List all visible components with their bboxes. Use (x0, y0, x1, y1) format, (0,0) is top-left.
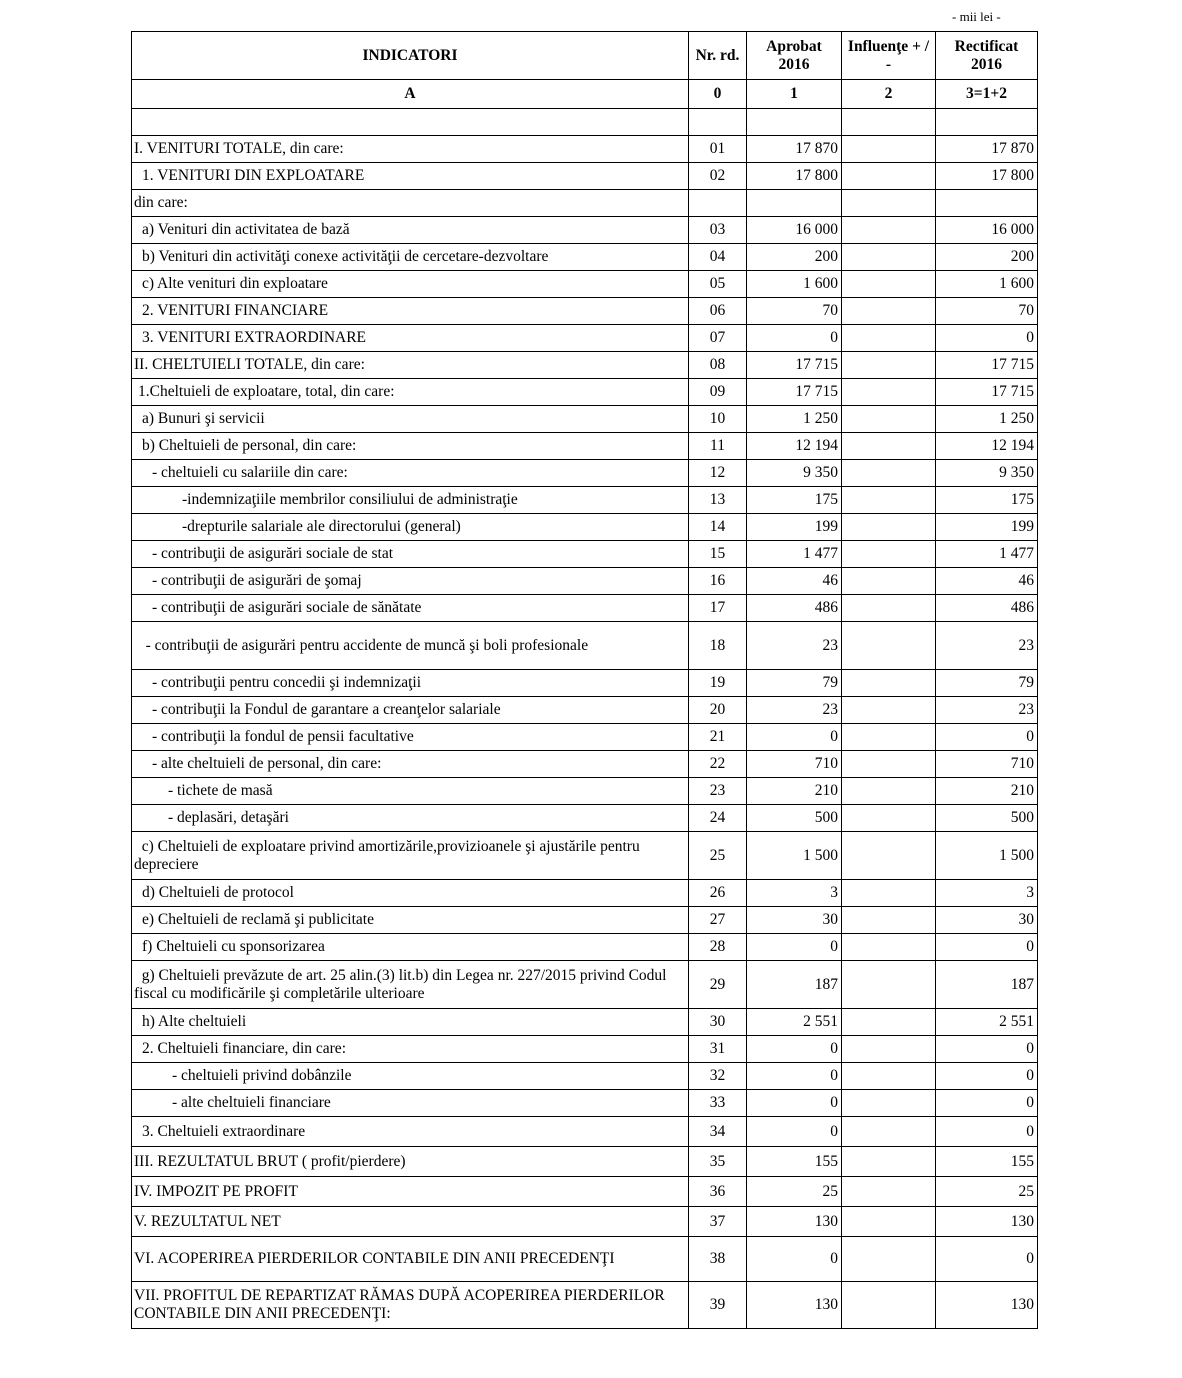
rectified-cell: 1 477 (936, 541, 1038, 568)
approved-cell: 17 715 (747, 379, 842, 406)
approved-cell: 155 (747, 1147, 842, 1177)
table-row (132, 805, 1038, 832)
row-number-cell: 08 (689, 352, 747, 379)
approved-cell: 12 194 (747, 433, 842, 460)
row-number-cell: 07 (689, 325, 747, 352)
row-number-cell: 12 (689, 460, 747, 487)
influence-cell (842, 805, 936, 832)
approved-cell: 200 (747, 244, 842, 271)
row-number-cell: 29 (689, 961, 747, 1009)
unit-label: - mii lei - (952, 9, 1001, 24)
indicator-cell: 2. VENITURI FINANCIARE (132, 298, 689, 325)
approved-cell: 30 (747, 907, 842, 934)
row-number-cell: 38 (689, 1237, 747, 1282)
rectified-cell: 0 (936, 934, 1038, 961)
indicator-cell: V. REZULTATUL NET (132, 1207, 689, 1237)
rectified-cell: 200 (936, 244, 1038, 271)
rectified-cell: 23 (936, 622, 1038, 670)
header-influence: Influenţe + / - (842, 32, 936, 80)
approved-cell (747, 190, 842, 217)
influence-cell (842, 325, 936, 352)
influence-cell (842, 1090, 936, 1117)
row-number-cell: 16 (689, 568, 747, 595)
rectified-cell: 710 (936, 751, 1038, 778)
row-number-cell (689, 190, 747, 217)
rectified-cell: 17 800 (936, 163, 1038, 190)
approved-cell: 210 (747, 778, 842, 805)
approved-cell: 130 (747, 1282, 842, 1329)
table-row (132, 724, 1038, 751)
indicator-cell: 3. VENITURI EXTRAORDINARE (132, 325, 689, 352)
influence-cell (842, 934, 936, 961)
influence-cell (842, 460, 936, 487)
table-row (132, 514, 1038, 541)
header-indicators: INDICATORI (132, 32, 689, 80)
approved-cell: 16 000 (747, 217, 842, 244)
index-3: 3=1+2 (936, 80, 1038, 109)
row-number-cell (689, 109, 747, 136)
rectified-cell: 130 (936, 1282, 1038, 1329)
table-row (132, 1177, 1038, 1207)
index-1: 1 (747, 80, 842, 109)
influence-cell (842, 724, 936, 751)
table-row (132, 1090, 1038, 1117)
indicator-cell: - deplasări, detaşări (132, 805, 689, 832)
table-row (132, 217, 1038, 244)
row-number-cell: 23 (689, 778, 747, 805)
influence-cell (842, 622, 936, 670)
table-row (132, 568, 1038, 595)
rectified-cell: 17 715 (936, 352, 1038, 379)
indicator-cell: - tichete de masă (132, 778, 689, 805)
approved-cell: 0 (747, 1036, 842, 1063)
rectified-cell: 0 (936, 1090, 1038, 1117)
table-row (132, 832, 1038, 880)
indicator-cell: din care: (132, 190, 689, 217)
approved-cell: 486 (747, 595, 842, 622)
rectified-cell: 17 715 (936, 379, 1038, 406)
table-row (132, 1147, 1038, 1177)
approved-cell: 199 (747, 514, 842, 541)
rectified-cell: 30 (936, 907, 1038, 934)
approved-cell: 1 477 (747, 541, 842, 568)
table-row (132, 1207, 1038, 1237)
rectified-cell: 199 (936, 514, 1038, 541)
row-number-cell: 24 (689, 805, 747, 832)
rectified-cell: 1 250 (936, 406, 1038, 433)
approved-cell: 130 (747, 1207, 842, 1237)
approved-cell: 0 (747, 1090, 842, 1117)
influence-cell (842, 271, 936, 298)
influence-cell (842, 433, 936, 460)
table-row (132, 271, 1038, 298)
indicator-cell: - contribuţii de asigurări pentru accidente de muncă şi boli profesionale (132, 622, 689, 670)
rectified-cell: 175 (936, 487, 1038, 514)
approved-cell: 25 (747, 1177, 842, 1207)
influence-cell (842, 541, 936, 568)
table-row (132, 622, 1038, 670)
influence-cell (842, 1177, 936, 1207)
indicator-cell: - cheltuieli cu salariile din care: (132, 460, 689, 487)
table-row (132, 190, 1038, 217)
indicator-cell: - contribuţii de asigurări sociale de sănătate (132, 595, 689, 622)
approved-cell: 9 350 (747, 460, 842, 487)
indicator-cell: VII. PROFITUL DE REPARTIZAT RĂMAS DUPĂ ACOPERIREA PIERDERILOR CONTABILE DIN ANII PRECEDENŢI: (132, 1282, 689, 1329)
influence-cell (842, 568, 936, 595)
influence-cell (842, 514, 936, 541)
influence-cell (842, 190, 936, 217)
table-row (132, 1063, 1038, 1090)
rectified-cell: 16 000 (936, 217, 1038, 244)
budget-table (131, 31, 1038, 1329)
influence-cell (842, 907, 936, 934)
approved-cell: 17 800 (747, 163, 842, 190)
approved-cell: 1 600 (747, 271, 842, 298)
approved-cell: 0 (747, 1063, 842, 1090)
index-0: 0 (689, 80, 747, 109)
indicator-cell: - contribuţii de asigurări sociale de stat (132, 541, 689, 568)
approved-cell: 1 250 (747, 406, 842, 433)
index-a: A (132, 80, 689, 109)
row-number-cell: 39 (689, 1282, 747, 1329)
influence-cell (842, 136, 936, 163)
indicator-cell: 2. Cheltuieli financiare, din care: (132, 1036, 689, 1063)
approved-cell: 17 870 (747, 136, 842, 163)
rectified-cell: 70 (936, 298, 1038, 325)
table-row (132, 163, 1038, 190)
approved-cell: 0 (747, 1117, 842, 1147)
row-number-cell: 30 (689, 1009, 747, 1036)
approved-cell: 710 (747, 751, 842, 778)
row-number-cell: 32 (689, 1063, 747, 1090)
approved-cell: 0 (747, 325, 842, 352)
indicator-cell: -drepturile salariale ale directorului (general) (132, 514, 689, 541)
approved-cell: 187 (747, 961, 842, 1009)
rectified-cell: 0 (936, 724, 1038, 751)
rectified-cell: 0 (936, 1237, 1038, 1282)
approved-cell: 175 (747, 487, 842, 514)
rectified-cell: 155 (936, 1147, 1038, 1177)
indicator-cell: 3. Cheltuieli extraordinare (132, 1117, 689, 1147)
approved-cell: 70 (747, 298, 842, 325)
rectified-cell (936, 190, 1038, 217)
influence-cell (842, 832, 936, 880)
influence-cell (842, 778, 936, 805)
influence-cell (842, 961, 936, 1009)
approved-cell: 23 (747, 697, 842, 724)
rectified-cell: 210 (936, 778, 1038, 805)
influence-cell (842, 352, 936, 379)
approved-cell: 17 715 (747, 352, 842, 379)
row-number-cell: 31 (689, 1036, 747, 1063)
rectified-cell: 17 870 (936, 136, 1038, 163)
index-2: 2 (842, 80, 936, 109)
rectified-cell (936, 109, 1038, 136)
table-row (132, 934, 1038, 961)
table-row (132, 778, 1038, 805)
influence-cell (842, 217, 936, 244)
indicator-cell: c) Alte venituri din exploatare (132, 271, 689, 298)
row-number-cell: 10 (689, 406, 747, 433)
approved-cell: 1 500 (747, 832, 842, 880)
indicator-cell: f) Cheltuieli cu sponsorizarea (132, 934, 689, 961)
header-row-number: Nr. rd. (689, 32, 747, 80)
influence-cell (842, 1282, 936, 1329)
rectified-cell: 9 350 (936, 460, 1038, 487)
indicator-cell: - contribuţii la fondul de pensii facultative (132, 724, 689, 751)
rectified-cell: 486 (936, 595, 1038, 622)
influence-cell (842, 1009, 936, 1036)
table-row (132, 1117, 1038, 1147)
table-row (132, 961, 1038, 1009)
table-row (132, 352, 1038, 379)
table-row (132, 751, 1038, 778)
table-row (132, 136, 1038, 163)
row-number-cell: 35 (689, 1147, 747, 1177)
row-number-cell: 04 (689, 244, 747, 271)
influence-cell (842, 595, 936, 622)
rectified-cell: 3 (936, 880, 1038, 907)
table-row (132, 1009, 1038, 1036)
approved-cell: 23 (747, 622, 842, 670)
approved-cell: 2 551 (747, 1009, 842, 1036)
table-row (132, 697, 1038, 724)
table-row (132, 1036, 1038, 1063)
influence-cell (842, 163, 936, 190)
row-number-cell: 33 (689, 1090, 747, 1117)
influence-cell (842, 751, 936, 778)
row-number-cell: 05 (689, 271, 747, 298)
rectified-cell: 187 (936, 961, 1038, 1009)
indicator-cell: III. REZULTATUL BRUT ( profit/pierdere) (132, 1147, 689, 1177)
row-number-cell: 27 (689, 907, 747, 934)
row-number-cell: 14 (689, 514, 747, 541)
influence-cell (842, 109, 936, 136)
row-number-cell: 21 (689, 724, 747, 751)
table-row (132, 298, 1038, 325)
influence-cell (842, 487, 936, 514)
table-row (132, 880, 1038, 907)
indicator-cell: I. VENITURI TOTALE, din care: (132, 136, 689, 163)
table-row (132, 379, 1038, 406)
row-number-cell: 19 (689, 670, 747, 697)
row-number-cell: 02 (689, 163, 747, 190)
row-number-cell: 36 (689, 1177, 747, 1207)
influence-cell (842, 379, 936, 406)
indicator-cell: 1. VENITURI DIN EXPLOATARE (132, 163, 689, 190)
indicator-cell: II. CHELTUIELI TOTALE, din care: (132, 352, 689, 379)
influence-cell (842, 880, 936, 907)
indicator-cell: b) Venituri din activităţi conexe activităţii de cercetare-dezvoltare (132, 244, 689, 271)
indicator-cell: - contribuţii de asigurări de şomaj (132, 568, 689, 595)
rectified-cell: 0 (936, 1036, 1038, 1063)
row-number-cell: 20 (689, 697, 747, 724)
rectified-cell: 1 600 (936, 271, 1038, 298)
approved-cell: 500 (747, 805, 842, 832)
indicator-cell: h) Alte cheltuieli (132, 1009, 689, 1036)
approved-cell: 0 (747, 934, 842, 961)
indicator-cell: e) Cheltuieli de reclamă şi publicitate (132, 907, 689, 934)
indicator-cell: - alte cheltuieli de personal, din care: (132, 751, 689, 778)
indicator-cell: - contribuţii pentru concedii şi indemnizaţii (132, 670, 689, 697)
approved-cell: 46 (747, 568, 842, 595)
rectified-cell: 130 (936, 1207, 1038, 1237)
rectified-cell: 25 (936, 1177, 1038, 1207)
approved-cell: 3 (747, 880, 842, 907)
rectified-cell: 46 (936, 568, 1038, 595)
table-row (132, 325, 1038, 352)
table-row (132, 670, 1038, 697)
rectified-cell: 0 (936, 1117, 1038, 1147)
rectified-cell: 500 (936, 805, 1038, 832)
rectified-cell: 0 (936, 1063, 1038, 1090)
influence-cell (842, 298, 936, 325)
influence-cell (842, 670, 936, 697)
indicator-cell (132, 109, 689, 136)
table-body (132, 109, 1038, 1329)
row-number-cell: 01 (689, 136, 747, 163)
indicator-cell: -indemnizaţiile membrilor consiliului de administraţie (132, 487, 689, 514)
indicator-cell: VI. ACOPERIREA PIERDERILOR CONTABILE DIN ANII PRECEDENŢI (132, 1237, 689, 1282)
table-row (132, 1282, 1038, 1329)
row-number-cell: 06 (689, 298, 747, 325)
indicator-cell: - alte cheltuieli financiare (132, 1090, 689, 1117)
indicator-cell: g) Cheltuieli prevăzute de art. 25 alin.(3) lit.b) din Legea nr. 227/2015 privind Codul fiscal cu modificările şi completările ulterioare (132, 961, 689, 1009)
row-number-cell: 11 (689, 433, 747, 460)
indicator-cell: c) Cheltuieli de exploatare privind amortizările,provizioanele şi ajustările pentru depreciere (132, 832, 689, 880)
header-approved: Aprobat 2016 (747, 32, 842, 80)
influence-cell (842, 1237, 936, 1282)
rectified-cell: 2 551 (936, 1009, 1038, 1036)
header-row (132, 32, 1038, 80)
table-row (132, 907, 1038, 934)
influence-cell (842, 1036, 936, 1063)
row-number-cell: 37 (689, 1207, 747, 1237)
row-number-cell: 09 (689, 379, 747, 406)
indicator-cell: a) Venituri din activitatea de bază (132, 217, 689, 244)
influence-cell (842, 1063, 936, 1090)
column-index-row (132, 80, 1038, 109)
row-number-cell: 22 (689, 751, 747, 778)
row-number-cell: 26 (689, 880, 747, 907)
row-number-cell: 13 (689, 487, 747, 514)
table-row (132, 541, 1038, 568)
influence-cell (842, 697, 936, 724)
indicator-cell: IV. IMPOZIT PE PROFIT (132, 1177, 689, 1207)
table-row (132, 406, 1038, 433)
row-number-cell: 18 (689, 622, 747, 670)
indicator-cell: - contribuţii la Fondul de garantare a creanţelor salariale (132, 697, 689, 724)
row-number-cell: 03 (689, 217, 747, 244)
rectified-cell: 23 (936, 697, 1038, 724)
table-row (132, 595, 1038, 622)
row-number-cell: 25 (689, 832, 747, 880)
indicator-cell: - cheltuieli privind dobânzile (132, 1063, 689, 1090)
approved-cell: 0 (747, 1237, 842, 1282)
influence-cell (842, 244, 936, 271)
influence-cell (842, 1207, 936, 1237)
row-number-cell: 17 (689, 595, 747, 622)
rectified-cell: 12 194 (936, 433, 1038, 460)
influence-cell (842, 1117, 936, 1147)
row-number-cell: 28 (689, 934, 747, 961)
table-row (132, 244, 1038, 271)
row-number-cell: 34 (689, 1117, 747, 1147)
table-row (132, 460, 1038, 487)
indicator-cell: d) Cheltuieli de protocol (132, 880, 689, 907)
indicator-cell: a) Bunuri şi servicii (132, 406, 689, 433)
approved-cell: 0 (747, 724, 842, 751)
table-row (132, 1237, 1038, 1282)
approved-cell (747, 109, 842, 136)
table-row (132, 433, 1038, 460)
influence-cell (842, 1147, 936, 1177)
header-rectified: Rectificat 2016 (936, 32, 1038, 80)
row-number-cell: 15 (689, 541, 747, 568)
table-row (132, 109, 1038, 136)
indicator-cell: 1.Cheltuieli de exploatare, total, din care: (132, 379, 689, 406)
rectified-cell: 1 500 (936, 832, 1038, 880)
rectified-cell: 79 (936, 670, 1038, 697)
table-row (132, 487, 1038, 514)
approved-cell: 79 (747, 670, 842, 697)
indicator-cell: b) Cheltuieli de personal, din care: (132, 433, 689, 460)
rectified-cell: 0 (936, 325, 1038, 352)
influence-cell (842, 406, 936, 433)
